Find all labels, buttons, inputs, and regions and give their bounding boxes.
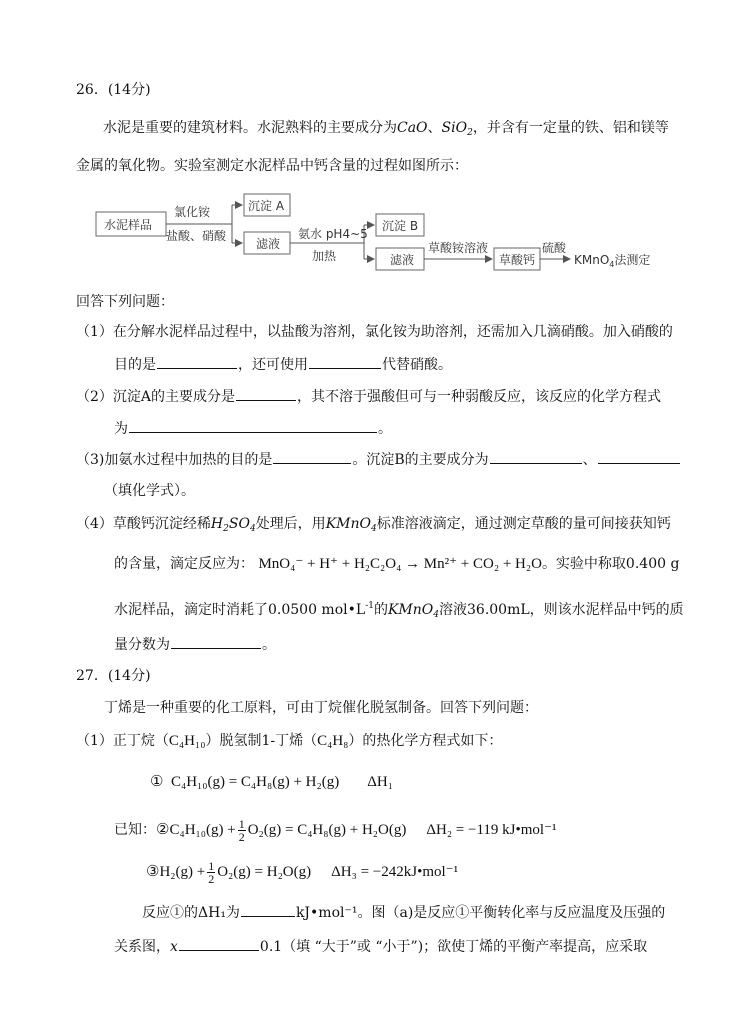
flow-label-acids: 盐酸、硝酸 (166, 229, 227, 243)
formula-cao: CaO (397, 120, 428, 136)
flow-box-sample: 水泥样品 (104, 218, 153, 232)
flow-diagram (90, 190, 670, 274)
answer-blank[interactable] (236, 386, 296, 401)
formula-kmno4: KMnO$_4$ (325, 516, 377, 534)
flow-label-oxalate: 草酸铵溶液 (428, 241, 489, 255)
equation-3: ③H₂(g) + $\frac{1}{2}$ O₂(g) = H₂O(g) ΔH₃ = −242kJ•mol⁻¹ (146, 859, 459, 886)
fraction-one-half: $\frac{1}{2}$ (238, 817, 245, 844)
answer-blank[interactable] (129, 418, 377, 433)
q26-header: 26．(14分) (76, 82, 151, 98)
q26-intro-text-b: ，并含有一定量的铁、铝和镁等 (472, 120, 669, 136)
q26-p4-line3: 水泥样品，滴定时消耗了0.0500 $mol•L^{-1}$的KMnO$_4$溶液36.00mL，则该水泥样品中钙的质 (114, 601, 684, 620)
answer-blank[interactable] (241, 902, 295, 917)
flow-box-ca-oxalate: 草酸钙 (499, 253, 536, 267)
answer-blank[interactable] (179, 936, 259, 951)
flow-box-ppt-a: 沉淀 A (248, 199, 285, 213)
q26-p4-line2: 的含量，滴定反应为： MnO₄⁻ + H⁺ + H₂C₂O₄ → Mn²⁺ + CO₂ + H₂O。实验中称取0.400 g (114, 556, 680, 572)
flow-box-filtrate2: 滤液 (390, 253, 415, 267)
equation-2: 已知：②C₄H₁₀(g) + $\frac{1}{2}$ O₂(g) = C₄H₈(g) + H₂O(g) ΔH₂ = −119 kJ•mol⁻¹ (114, 817, 557, 844)
flow-end-kmno4: KMnO$_4$法测定 (574, 253, 651, 269)
q26-p3-line1: （3)加氨水过程中加热的目的是 。沉淀B的主要成分为 、 (76, 449, 681, 470)
q27-intro: 丁烯是一种重要的化工原料，可由丁烷催化脱氢制备。回答下列问题： (104, 700, 538, 716)
answer-blank[interactable] (273, 449, 351, 464)
q27-p1-line5: 反应①的ΔH₁为 kJ•mol⁻¹。图（a)是反应①平衡转化率与反应温度及压强的 (142, 902, 665, 923)
answer-blank[interactable] (309, 354, 381, 369)
fraction-one-half: $\frac{1}{2}$ (208, 859, 215, 886)
q26-intro-sep: 、 (427, 120, 442, 136)
q26-intro-line2: 金属的氧化物。实验室测定水泥样品中钙含量的过程如图所示： (76, 158, 468, 174)
q26-p4-line1: （4）草酸钙沉淀经稀$H_2SO_4$处理后，用KMnO$_4$标准溶液滴定，通过测定草酸的量可间接获知钙 (76, 516, 671, 534)
q27-p1-line6: 关系图，x 0.1（填 “大于”或 “小于”)；欲使丁烯的平衡产率提高，应采取 (114, 936, 647, 957)
q26-intro-text-a: 水泥是重要的建筑材料。水泥熟料的主要成分为 (103, 120, 397, 136)
flow-label-heat: 加热 (312, 249, 337, 263)
formula-h2so4: $H_2SO_4$ (210, 516, 256, 534)
formula-c4h8: C₄H₈ (317, 733, 349, 749)
flow-box-ppt-b: 沉淀 B (382, 219, 419, 233)
q27-p1-intro: （1）正丁烷（C₄H₁₀）脱氢制1-丁烯（C₄H₈）的热化学方程式如下： (76, 733, 503, 749)
equation-1: ① C₄H₁₀(g) = C₄H₈(g) + H₂(g) ΔH₁ (150, 774, 393, 790)
q26-p1-line2: 目的是 ，还可使用 代替硝酸。 (114, 354, 452, 375)
formula-sio2: SiO$_2$ (441, 120, 473, 138)
q27-header: 27．(14分) (76, 668, 151, 684)
formula-c4h10: C₄H₁₀ (168, 733, 206, 749)
flow-label-nh4cl: 氯化铵 (174, 205, 211, 219)
flow-label-ammonia: 氨水 pH4~5 (298, 227, 368, 241)
answer-blank[interactable] (157, 354, 237, 369)
variable-x: x (170, 939, 178, 955)
answer-blank[interactable] (598, 449, 680, 464)
q26-intro-line1 (103, 118, 669, 143)
answer-blank[interactable] (171, 634, 261, 649)
flow-label-h2so4: 硫酸 (542, 241, 567, 255)
q26-answer-prompt: 回答下列问题： (76, 294, 174, 310)
q26-p1-line1: （1）在分解水泥样品过程中，以盐酸为溶剂，氯化铵为助溶剂，还需加入几滴硝酸。加入硝酸的 (76, 324, 673, 340)
q26-p2-line1: （2）沉淀A的主要成分是 ，其不溶于强酸但可与一种弱酸反应，该反应的化学方程式 (76, 386, 661, 407)
q26-p4-line4: 量分数为 。 (114, 634, 276, 655)
titration-equation: MnO₄⁻ + H⁺ + H₂C₂O₄ → Mn²⁺ + CO₂ + H₂O (258, 556, 542, 572)
q26-p2-line2: 为 。 (114, 418, 392, 439)
flow-box-filtrate1: 滤液 (256, 237, 281, 251)
answer-blank[interactable] (490, 449, 582, 464)
q26-p3-line2: （填化学式）。 (104, 483, 195, 499)
formula-kmno4: KMnO$_4$ (387, 602, 439, 620)
